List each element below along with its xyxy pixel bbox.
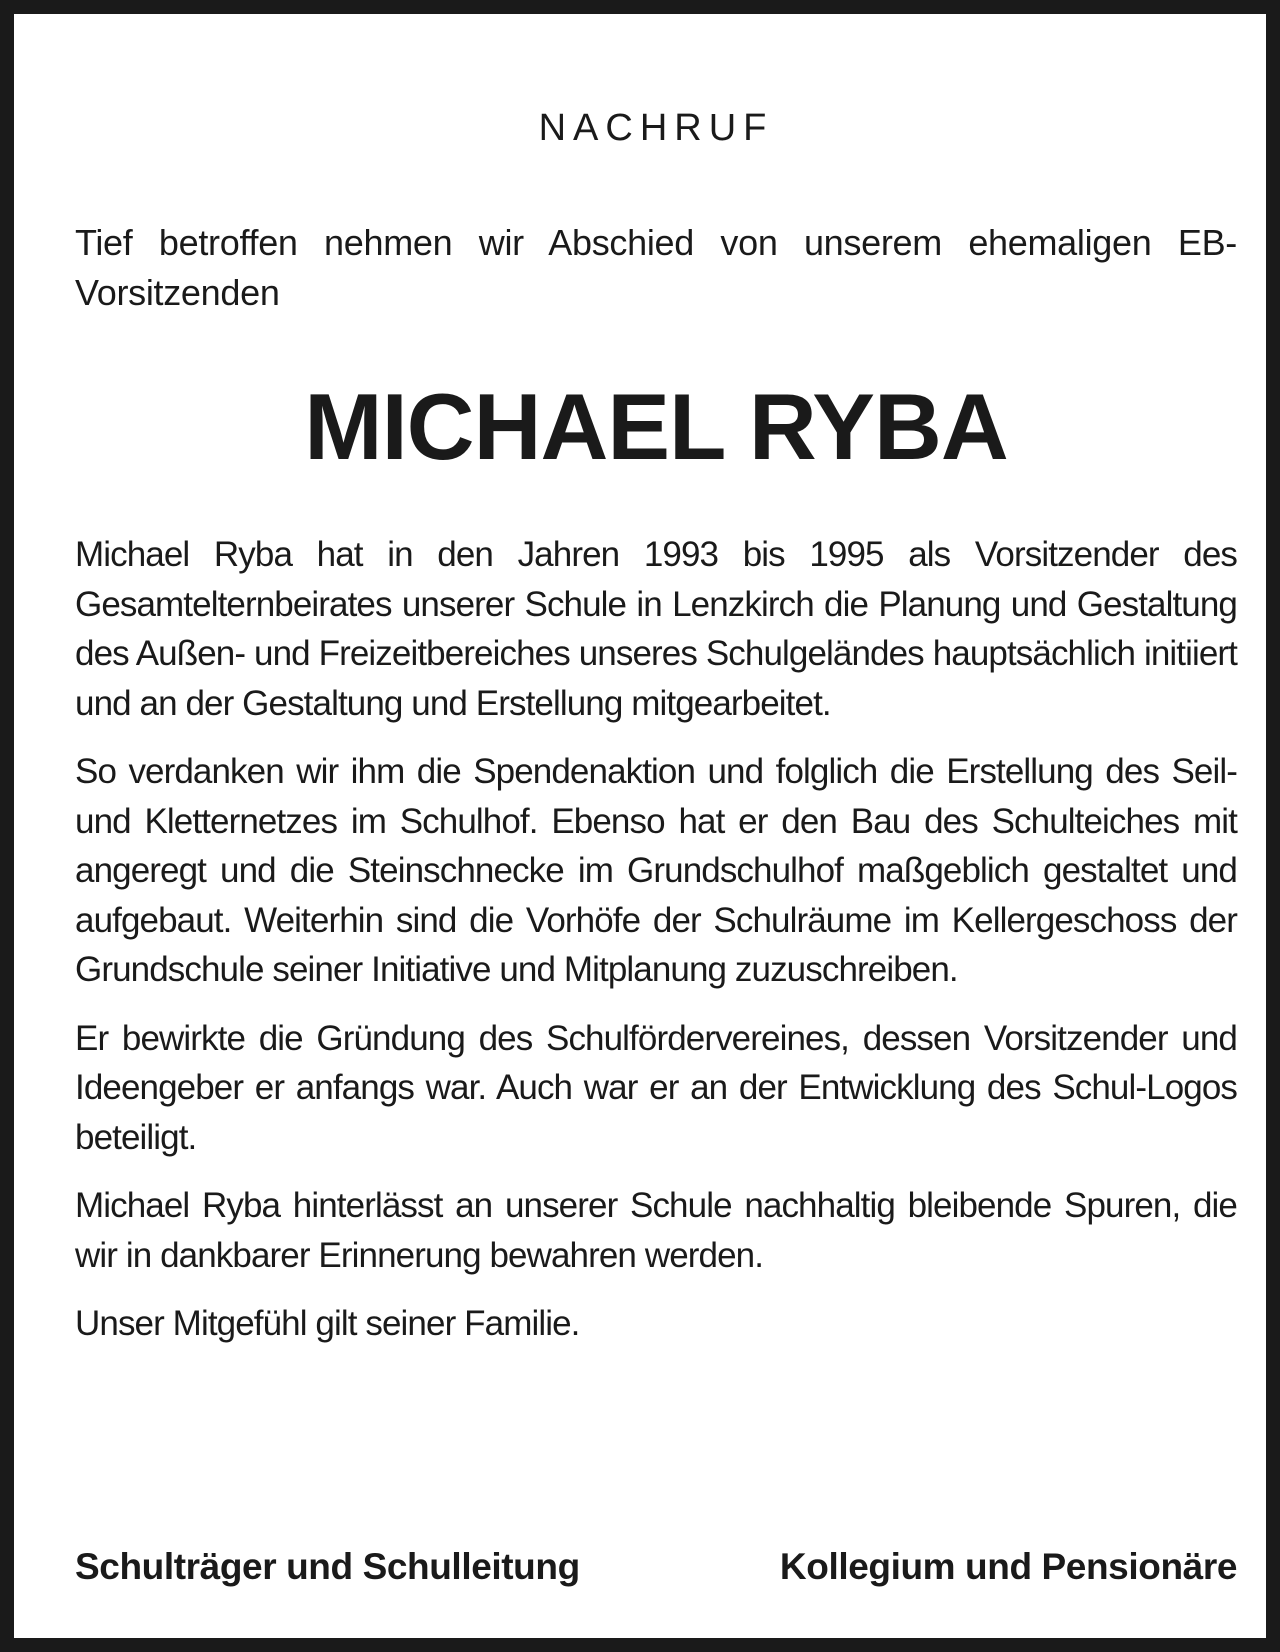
signatures [75, 1542, 1237, 1592]
obituary-heading: NACHRUF [538, 107, 774, 149]
body-paragraph: Michael Ryba hat in den Jahren 1993 bis 1995 als Vorsitzender des Gesamtelternbeirates unserer Schule in Lenzkirch die Planung und Gestaltung des Außen- und Freizeitbereiches unseres Schulgeländes hauptsächlich initiiert und an der Gestaltung und Erstellung mitgearbeitet. [75, 535, 1237, 723]
signature-right: Kollegium und Pensionäre [779, 1546, 1237, 1587]
deceased-name: MICHAEL RYBA [304, 374, 1008, 479]
obituary-body [75, 530, 1237, 1368]
body-paragraph: Er bewirkte die Gründung des Schulfördervereines, dessen Vorsitzender und Ideengeber er anfangs war. Auch war er an der Entwicklung des Schul-Logos beteiligt. [75, 1018, 1237, 1157]
body-paragraph: Michael Ryba hinterlässt an unserer Schule nachhaltig bleibende Spuren, die wir in dankbarer Erinnerung bewahren werden. [75, 1186, 1237, 1275]
body-paragraph: So verdanken wir ihm die Spendenaktion und folglich die Erstellung des Seil- und Kletternetzes im Schulhof. Ebenso hat er den Bau des Schulteiches mit angeregt und die Steinschnecke im Grundschulhof maßgeblich gestaltet und aufgebaut. Weiterhin sind die Vorhöfe der Schulräume im Kellergeschoss der Grundschule seiner Initiative und Mitplanung zuzuschreiben. [75, 752, 1237, 989]
body-paragraph: Unser Mitgefühl gilt seiner Familie. [75, 1304, 580, 1343]
intro-text: Tief betroffen nehmen wir Abschied von unserem ehemaligen EB-Vorsitzenden [75, 222, 1237, 313]
signature-left: Schulträger und Schulleitung [75, 1546, 580, 1587]
